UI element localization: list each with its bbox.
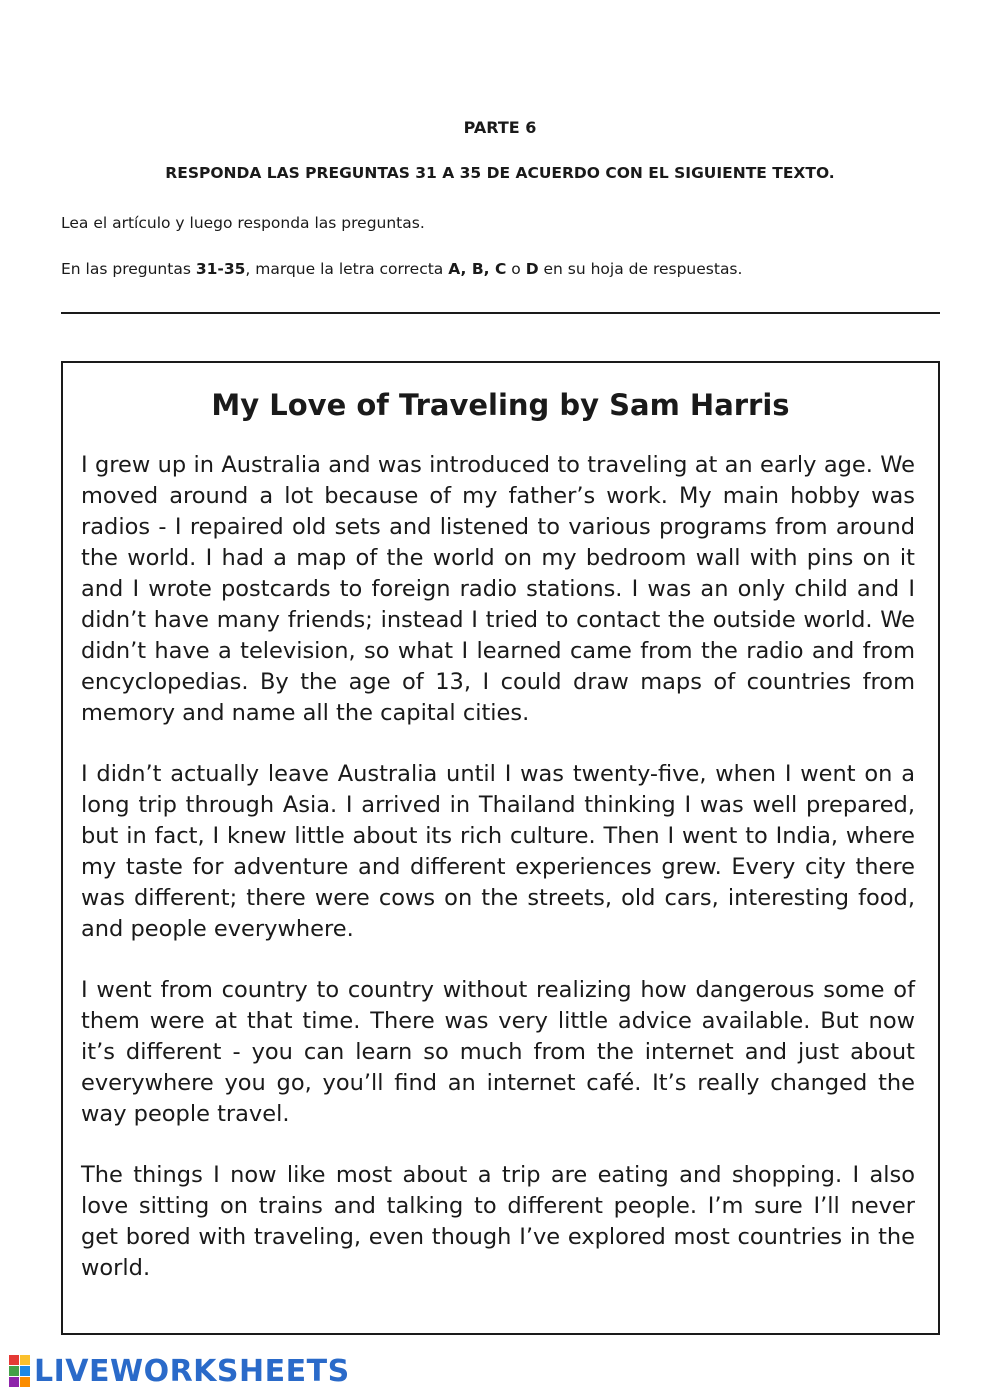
article-paragraph-1: I grew up in Australia and was introduced to traveling at an early age. We moved around a lot because of my father’s work. My main hobby was radios - I repaired old sets and listened to various programs from around the world. I had a map of the world on my bedroom wall with pins on it and I wrote postcards to foreign radio stations. I was an only child and I didn’t have many friends; instead I tried to contact the outside world. We didn’t have a television, so what I learned came from the radio and from encyclopedias. By the age of 13, I could draw maps of countries from memory and name all the capital cities. [81,452,915,726]
part-title: PARTE 6 [463,118,537,137]
intro-line-2: En las preguntas 31-35, marque la letra correcta A, B, C o D en su hoja de respuestas. [61,260,743,278]
logo-icon [9,1355,30,1387]
logo-text: LIVEWORKSHEETS [34,1353,350,1389]
divider-line [61,312,940,314]
intro-line-1: Lea el artículo y luego responda las preguntas. [61,214,425,232]
article-paragraph-3: I went from country to country without realizing how dangerous some of them were at that time. There was very little advice available. But now it’s different - you can learn so much from the internet and just about everywhere you go, you’ll find an internet café. It’s really changed the way people travel. [81,977,915,1127]
liveworksheets-logo [9,1354,350,1388]
article-title: My Love of Traveling by Sam Harris [211,388,790,422]
instruction-heading: RESPONDA LAS PREGUNTAS 31 A 35 DE ACUERDO CON EL SIGUIENTE TEXTO. [165,164,835,182]
article-body [81,450,915,1314]
article-paragraph-4: The things I now like most about a trip are eating and shopping. I also love sitting on trains and talking to different people. I’m sure I’ll never get bored with traveling, even though I’ve explored most countries in the world. [81,1162,915,1281]
article-paragraph-2: I didn’t actually leave Australia until I was twenty-five, when I went on a long trip through Asia. I arrived in Thailand thinking I was well prepared, but in fact, I knew little about its rich culture. Then I went to India, where my taste for adventure and different experiences grew. Every city there was different; there were cows on the streets, old cars, interesting food, and people everywhere. [81,761,915,942]
